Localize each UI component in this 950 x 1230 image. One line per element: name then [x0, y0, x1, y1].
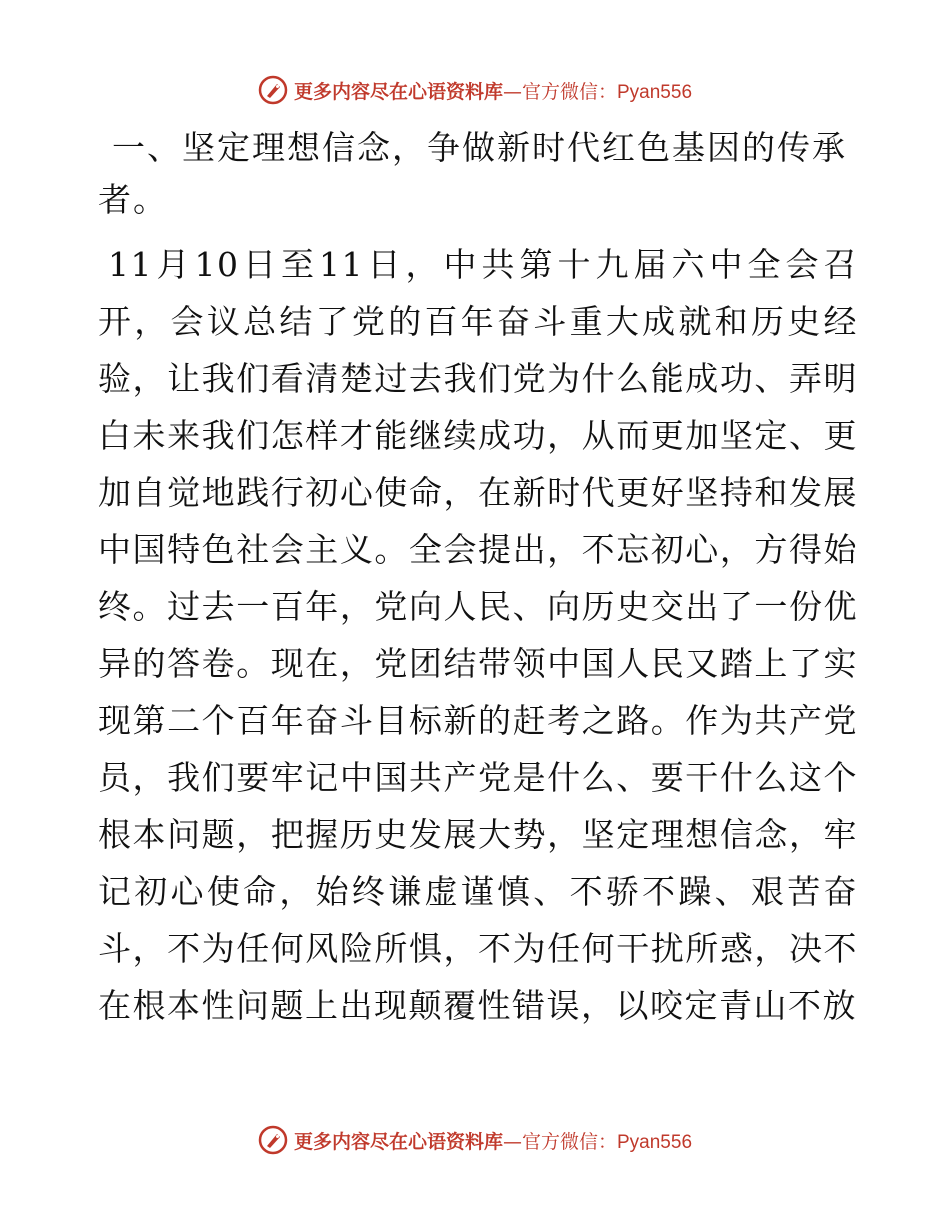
watermark-label: 官方微信：: [521, 80, 617, 103]
watermark-main-text: 更多内容尽在心语资料库: [293, 1130, 503, 1153]
watermark-wechat-id: Pyan556: [617, 81, 693, 103]
watermark-text: [294, 1127, 692, 1154]
document-body: [98, 122, 858, 1034]
pen-nib-logo-icon: [258, 75, 288, 105]
watermark-separator: —: [502, 80, 522, 103]
watermark-separator: —: [502, 1130, 522, 1153]
watermark-label: 官方微信：: [521, 1130, 617, 1153]
watermark-wechat-id: Pyan556: [617, 1131, 693, 1153]
watermark-main-text: 更多内容尽在心语资料库: [293, 80, 503, 103]
footer-watermark: [0, 1120, 950, 1160]
pen-nib-logo-icon: [258, 1125, 288, 1155]
header-watermark: [0, 70, 950, 110]
section-heading: 一、坚定理想信念，争做新时代红色基因的传承者。: [98, 128, 847, 219]
body-paragraph: 11月10日至11日，中共第十九届六中全会召开，会议总结了党的百年奋斗重大成就和历史经验，让我们看清楚过去我们党为什么能成功、弄明白未来我们怎样才能继续成功，从而更加坚定、更加自觉地践行初心使命，在新时代更好坚持和发展中国特色社会主义。全会提出，不忘初心，方得始终。过去一百年，党向人民、向历史交出了一份优异的答卷。现在，党团结带领中国人民又踏上了实现第二个百年奋斗目标新的赶考之路。作为共产党员，我们要牢记中国共产党是什么、要干什么这个根本问题，把握历史发展大势，坚定理想信念，牢记初心使命，始终谦虚谨慎、不骄不躁、艰苦奋斗，不为任何风险所惧，不为任何干扰所惑，决不在根本性问题上出现颠覆性错误，以咬定青山不放: [98, 245, 858, 1025]
watermark-text: [294, 77, 692, 104]
